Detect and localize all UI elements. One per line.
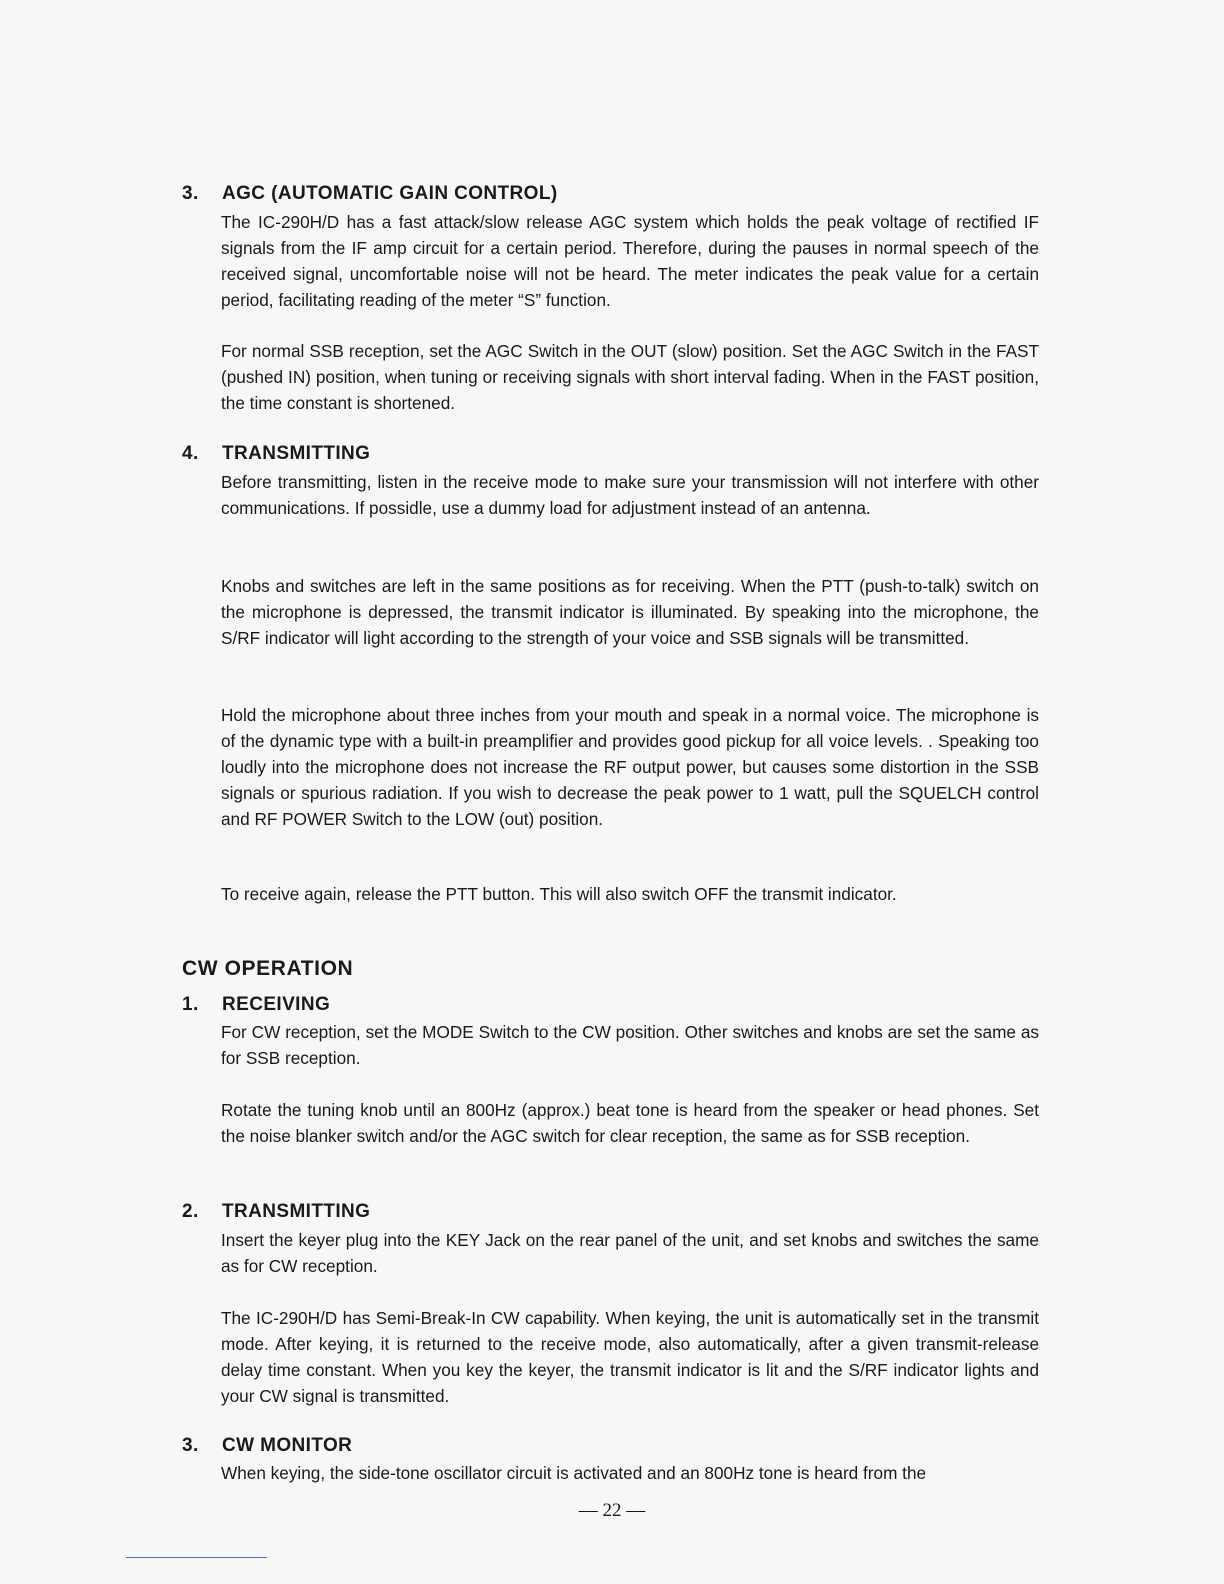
section-heading-receiving: [182, 994, 330, 1016]
section-title: RECEIVING: [222, 994, 331, 1015]
section-heading-cw-monitor: [182, 1435, 352, 1457]
section-title: AGC (AUTOMATIC GAIN CONTROL): [222, 183, 558, 204]
section-title: CW MONITOR: [222, 1435, 353, 1456]
paragraph: The IC-290H/D has a fast attack/slow release AGC system which holds the peak voltage of rectified IF signals from the IF amp circuit for a certain period. Therefore, during the pauses in normal speech of the received signal, uncomfortable noise will not be heard. The meter indicates the peak value for a certain period, facilitating reading of the meter “S” function.: [221, 212, 1039, 310]
section-heading-cw-transmitting: [182, 1201, 370, 1223]
section-number: 3.: [182, 183, 199, 204]
paragraph: Rotate the tuning knob until an 800Hz (approx.) beat tone is heard from the speaker or head phones. Set the noise blanker switch and/or the AGC switch for clear reception, the same as for SSB reception.: [221, 1100, 1039, 1146]
section-title: TRANSMITTING: [222, 443, 371, 464]
paragraph: Before transmitting, listen in the receive mode to make sure your transmission will not interfere with other communications. If possidle, use a dummy load for adjustment instead of an antenna.: [221, 472, 1039, 518]
section-title: TRANSMITTING: [222, 1201, 371, 1222]
paragraph: Knobs and switches are left in the same positions as for receiving. When the PTT (push-to-talk) switch on the microphone is depressed, the transmit indicator is illuminated. By speaking into the microphone, the S/RF indicator will light according to the strength of your voice and SSB signals will be transmitted.: [221, 576, 1039, 648]
section-number: 4.: [182, 443, 199, 464]
paragraph: For CW reception, set the MODE Switch to the CW position. Other switches and knobs are set the same as for SSB reception.: [221, 1022, 1039, 1068]
section-number: 2.: [182, 1201, 199, 1222]
paragraph: For normal SSB reception, set the AGC Switch in the OUT (slow) position. Set the AGC Switch in the FAST (pushed IN) position, when tuning or receiving signals with short interval fading. When in the FAST position, the time constant is shortened.: [221, 341, 1039, 413]
section-heading-transmitting: [182, 443, 370, 465]
paragraph: Hold the microphone about three inches from your mouth and speak in a normal voice. The microphone is of the dynamic type with a built-in preamplifier and provides good pickup for all voice levels. . Speaking too loudly into the microphone does not increase the RF output power, but causes some distortion in the SSB signals or spurious radiation. If you wish to decrease the peak power to 1 watt, pull the SQUELCH control and RF POWER Switch to the LOW (out) position.: [221, 705, 1039, 829]
section-heading-agc: [182, 183, 558, 205]
paragraph: The IC-290H/D has Semi-Break-In CW capability. When keying, the unit is automatically set in the transmit mode. After keying, it is returned to the receive mode, also automatically, after a given transmit-release delay time constant. When you key the keyer, the transmit indicator is lit and the S/RF indicator lights and your CW signal is transmitted.: [221, 1308, 1039, 1406]
heading-cw-operation: CW OPERATION: [182, 957, 354, 980]
paragraph: Insert the keyer plug into the KEY Jack on the rear panel of the unit, and set knobs and switches the same as for CW reception.: [221, 1230, 1039, 1276]
paragraph: To receive again, release the PTT button. This will also switch OFF the transmit indicator.: [221, 884, 897, 904]
page-number: — 22 —: [578, 1500, 646, 1521]
section-number: 3.: [182, 1435, 199, 1456]
paragraph: When keying, the side-tone oscillator circuit is activated and an 800Hz tone is heard from the: [221, 1463, 927, 1483]
section-number: 1.: [182, 994, 199, 1015]
scan-artifact-line: [126, 1557, 267, 1558]
